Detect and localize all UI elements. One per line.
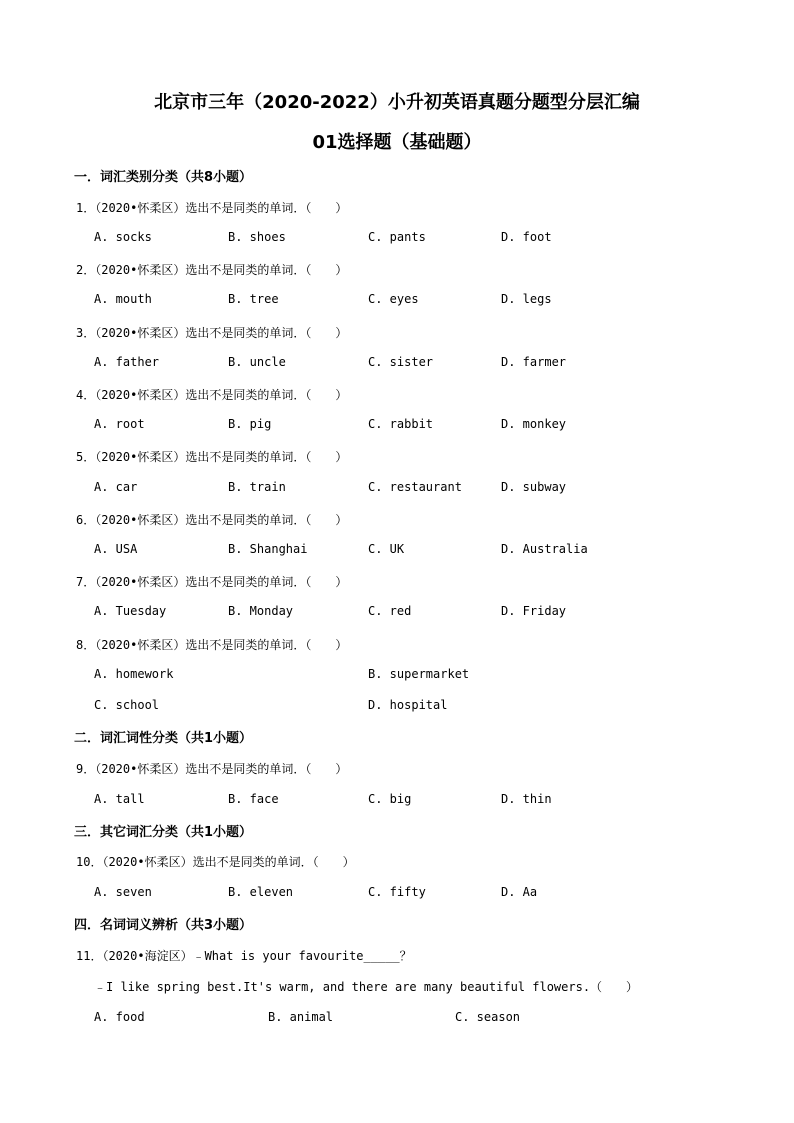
question-stem: 10．（2020•怀柔区）选出不是同类的单词．（ ）: [76, 855, 355, 869]
option-a: A. socks: [94, 230, 152, 244]
document-title: 北京市三年（2020-2022）小升初英语真题分题型分层汇编: [154, 92, 640, 113]
option-b: B. Shanghai: [228, 542, 308, 556]
option-a: A. tall: [94, 792, 145, 806]
section-heading: 一．词汇类别分类（共8小题）: [74, 170, 253, 185]
option-d: D. farmer: [501, 355, 567, 369]
option-c: C. red: [368, 604, 412, 618]
option-a: A. Tuesday: [94, 604, 167, 618]
question-stem: 3．（2020•怀柔区）选出不是同类的单词．（ ）: [76, 326, 348, 340]
option-c: C. sister: [368, 355, 434, 369]
question-stem: 1．（2020•怀柔区）选出不是同类的单词．（ ）: [76, 201, 348, 215]
question-stem: 9．（2020•怀柔区）选出不是同类的单词．（ ）: [76, 762, 348, 776]
option-d: D. legs: [501, 292, 552, 306]
option-a: A. USA: [94, 542, 138, 556]
document-subtitle: 01选择题（基础题）: [312, 132, 482, 153]
question-stem: 4．（2020•怀柔区）选出不是同类的单词．（ ）: [76, 388, 348, 402]
option-d: D. monkey: [501, 417, 567, 431]
option-b: B. face: [228, 792, 279, 806]
option-c: C. school: [94, 698, 160, 712]
option-d: D. foot: [501, 230, 552, 244]
option-d: D. subway: [501, 480, 567, 494]
option-c: C. pants: [368, 230, 426, 244]
option-b: B. pig: [228, 417, 272, 431]
option-b: B. Monday: [228, 604, 294, 618]
question-stem: 2．（2020•怀柔区）选出不是同类的单词．（ ）: [76, 263, 348, 277]
section-heading: 四．名词词义辨析（共3小题）: [74, 918, 253, 933]
option-b: B. uncle: [228, 355, 286, 369]
option-b: B. tree: [228, 292, 279, 306]
question-stem: 11．（2020•海淀区）﹣What is your favourite_____？: [76, 949, 412, 963]
option-a: A. car: [94, 480, 138, 494]
option-a: A. father: [94, 355, 160, 369]
question-stem: 5．（2020•怀柔区）选出不是同类的单词．（ ）: [76, 450, 348, 464]
option-a: A. root: [94, 417, 145, 431]
question-dialogue-line: ﹣I like spring best.It's warm, and there are many beautiful flowers.（ ）: [94, 980, 639, 994]
option-c: C. restaurant: [368, 480, 462, 494]
option-a: A. mouth: [94, 292, 152, 306]
option-d: D. Friday: [501, 604, 567, 618]
option-d: D. Aa: [501, 885, 538, 899]
section-heading: 二．词汇词性分类（共1小题）: [74, 731, 253, 746]
option-c: C. fifty: [368, 885, 426, 899]
option-c: C. UK: [368, 542, 405, 556]
option-b: B. supermarket: [368, 667, 470, 681]
option-c: C. rabbit: [368, 417, 434, 431]
question-stem: 8．（2020•怀柔区）选出不是同类的单词．（ ）: [76, 638, 348, 652]
option-b: B. eleven: [228, 885, 294, 899]
option-d: D. thin: [501, 792, 552, 806]
option-a: A. homework: [94, 667, 174, 681]
question-stem: 7．（2020•怀柔区）选出不是同类的单词．（ ）: [76, 575, 348, 589]
option-d: D. Australia: [501, 542, 588, 556]
section-heading: 三．其它词汇分类（共1小题）: [74, 825, 253, 840]
option-c: C. eyes: [368, 292, 419, 306]
option-b: B. shoes: [228, 230, 286, 244]
option-b: B. train: [228, 480, 286, 494]
option-c: C. big: [368, 792, 412, 806]
option-c: C. season: [455, 1010, 521, 1024]
option-d: D. hospital: [368, 698, 448, 712]
option-b: B. animal: [268, 1010, 334, 1024]
question-stem: 6．（2020•怀柔区）选出不是同类的单词．（ ）: [76, 513, 348, 527]
option-a: A. seven: [94, 885, 152, 899]
option-a: A. food: [94, 1010, 145, 1024]
